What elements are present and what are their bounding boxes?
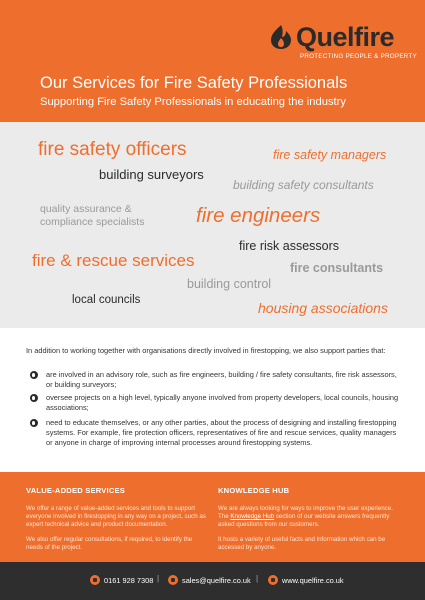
website-url: www.quelfire.co.uk [282,575,344,585]
cloud-term: fire & rescue services [32,251,195,270]
email-address: sales@quelfire.co.uk [182,575,251,585]
value-added-services-section [26,486,206,558]
flame-logo-icon [268,24,294,50]
cloud-term: building surveyors [99,167,204,182]
cloud-term: fire consultants [290,261,384,275]
list-item-text: need to educate themselves, or any other parties, about the process of designing and installing firestopping systems. For example, fire protection officers, representatives of fire and rescue services, quality managers or anyone in charge of improving internal processes around firestopping systems. [46,418,397,447]
paragraph-text: We are always looking for ways to improve the user experience. The [218,505,393,521]
cloud-term: compliance specialists [40,216,145,228]
logo-tagline: PROTECTING PEOPLE & PROPERTY [300,53,417,60]
phone-number: 0161 928 7308 [104,575,154,585]
divider: | [256,574,259,583]
paragraph-text: section of our website answers frequently asked questions from our customers. [218,513,390,529]
section-paragraph [218,505,398,530]
website-contact[interactable] [268,574,344,586]
divider: | [157,574,160,583]
audience-word-cloud [0,122,425,328]
header-banner [0,0,425,122]
quelfire-logo[interactable] [268,20,417,62]
flame-bullet-icon [30,419,38,427]
section-paragraph: We also offer regular consultations, if required, to identify the needs of the project. [26,535,193,551]
section-heading: KNOWLEDGE HUB [218,486,290,495]
section-paragraph: We offer a range of value-added services and tools to support everyone involved in firestopping in any way on a project, such as expert technical advice and product documentation. [26,505,206,529]
flame-bullet-icon [30,394,38,402]
email-contact[interactable] [168,574,251,586]
cloud-term: fire safety officers [38,139,187,160]
section-heading: VALUE-ADDED SERVICES [26,486,126,495]
page-title: Our Services for Fire Safety Professionals [40,74,348,92]
phone-contact[interactable] [90,574,153,586]
cloud-term: building control [187,277,272,291]
cloud-term: quality assurance & [40,203,132,215]
contact-footer [0,562,425,600]
knowledge-hub-section [218,486,398,558]
cloud-term: fire risk assessors [239,239,340,253]
knowledge-hub-link[interactable]: Knowledge Hub [230,513,275,521]
section-paragraph: It hosts a variety of useful facts and information which can be accessed by anyone. [218,535,386,551]
cloud-term: housing associations [258,300,388,316]
intro-paragraph: In addition to working together with organisations directly involved in firestopping, we also support parties that: [26,346,386,355]
list-item-text: oversee projects on a high level, typically anyone involved from property developers, local councils, housing associations; [46,393,399,412]
email-icon [168,575,178,585]
page-subtitle: Supporting Fire Safety Professionals in educating the industry [40,96,346,108]
phone-icon [90,575,100,585]
logo-wordmark: Quelfire [296,22,395,52]
cloud-term: local councils [72,294,141,306]
cloud-term: building safety consultants [233,178,374,192]
list-item-text: are involved in an advisory role, such as fire engineers, building / fire safety consultants, fire risk assessors, or building surveyors; [46,370,397,389]
info-panel [0,472,425,562]
cloud-term: fire safety managers [273,148,387,162]
cloud-term: fire engineers [196,204,321,227]
website-icon [268,575,278,585]
flame-bullet-icon [30,371,38,379]
